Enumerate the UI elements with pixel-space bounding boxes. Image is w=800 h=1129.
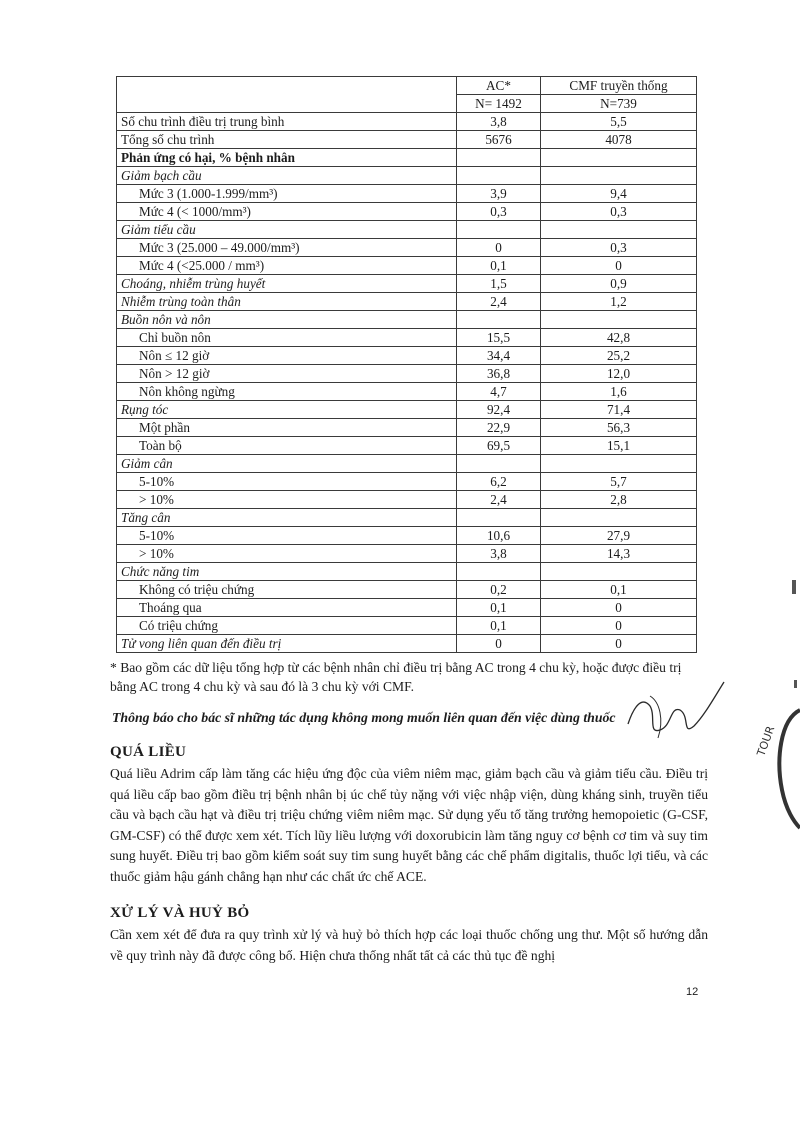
row-label: Một phần: [117, 419, 457, 437]
cmf-value: 71,4: [541, 401, 697, 419]
ac-value: 15,5: [457, 329, 541, 347]
ac-value: 0,2: [457, 581, 541, 599]
table-row: [117, 275, 697, 293]
row-label: Chức năng tim: [117, 563, 457, 581]
header-cmf: CMF truyền thống: [541, 77, 697, 95]
ac-value: 5676: [457, 131, 541, 149]
row-label: Mức 3 (1.000-1.999/mm³): [117, 185, 457, 203]
table-row: [117, 257, 697, 275]
ac-value: 10,6: [457, 527, 541, 545]
ac-value: 34,4: [457, 347, 541, 365]
row-label: Không có triệu chứng: [117, 581, 457, 599]
stamp-edge: [754, 560, 800, 860]
table-row: [117, 311, 697, 329]
table-row: [117, 599, 697, 617]
row-label: Nôn > 12 giờ: [117, 365, 457, 383]
ac-value: [457, 455, 541, 473]
ac-value: 1,5: [457, 275, 541, 293]
adverse-report-notice: Thông báo cho bác sĩ những tác dụng không mong muốn liên quan đến việc dùng thuốc: [112, 710, 616, 725]
ac-value: 0: [457, 239, 541, 257]
table-row: [117, 509, 697, 527]
row-label: > 10%: [117, 491, 457, 509]
table-row: [117, 329, 697, 347]
cmf-value: 5,5: [541, 113, 697, 131]
header-empty-cell: [117, 77, 457, 95]
cmf-value: 0: [541, 257, 697, 275]
row-label: Tổng số chu trình: [117, 131, 457, 149]
adverse-reactions-table: [116, 76, 697, 653]
handling-paragraph: Cần xem xét để đưa ra quy trình xử lý và huỷ bỏ thích hợp các loại thuốc chống ung thư. Một số hướng dẫn về quy trình này đã được công bố. Hiện chưa thống nhất tất cả các thủ tục đề nghị: [110, 927, 708, 963]
cmf-value: 0: [541, 599, 697, 617]
cmf-value: 25,2: [541, 347, 697, 365]
row-label: Choáng, nhiễm trùng huyết: [117, 275, 457, 293]
table-row: [117, 203, 697, 221]
cmf-value: 0,1: [541, 581, 697, 599]
table-row: [117, 131, 697, 149]
table-row: [117, 635, 697, 653]
table-row: [117, 383, 697, 401]
overdose-paragraph: Quá liều Adrim cấp làm tăng các hiệu ứng độc của viêm niêm mạc, giảm bạch cầu và giảm tiểu cầu. Điều trị quá liều cấp bao gồm điều trị bệnh nhân bị úc chế tủy nặng với việc nhập viện, dùng kháng sinh, truyền tiểu cầu và bạch cầu hạt và điều trị triệu chứng viêm niêm mạc. Sử dụng yếu tố tăng trưởng hemopoietic (G-CSF, GM-CSF) có thể được xem xét. Tích lũy liều lượng với doxorubicin làm tăng nguy cơ bệnh cơ tim và suy tim sung huyết. Điều trị bao gồm kiểm soát suy tim sung huyết bằng các chế phẩm digitalis, thuốc lợi tiểu, và các thuốc giảm hậu gánh chẳng hạn như các chất ức chế ACE.: [110, 766, 708, 884]
row-label: Nhiễm trùng toàn thân: [117, 293, 457, 311]
ac-value: 0,1: [457, 257, 541, 275]
cmf-value: [541, 509, 697, 527]
row-label: Mức 4 (<25.000 / mm³): [117, 257, 457, 275]
ac-value: 2,4: [457, 491, 541, 509]
table-row: [117, 563, 697, 581]
ac-value: 3,9: [457, 185, 541, 203]
table-header-row-n: [117, 95, 697, 113]
table-row: [117, 617, 697, 635]
header-cmf-n: N=739: [541, 95, 697, 113]
overdose-heading: QUÁ LIỀU: [110, 744, 187, 760]
row-label: Mức 4 (< 1000/mm³): [117, 203, 457, 221]
cmf-value: 15,1: [541, 437, 697, 455]
cmf-value: 0: [541, 635, 697, 653]
table-row: [117, 113, 697, 131]
ac-value: 0,1: [457, 599, 541, 617]
table-row: [117, 167, 697, 185]
ac-value: 0,3: [457, 203, 541, 221]
table-row: [117, 365, 697, 383]
cmf-value: 0: [541, 617, 697, 635]
row-label: Thoáng qua: [117, 599, 457, 617]
cmf-value: [541, 149, 697, 167]
ac-value: 2,4: [457, 293, 541, 311]
cmf-value: 0,3: [541, 239, 697, 257]
row-label: 5-10%: [117, 473, 457, 491]
row-label: Nôn ≤ 12 giờ: [117, 347, 457, 365]
cmf-value: 1,6: [541, 383, 697, 401]
cmf-value: [541, 563, 697, 581]
row-label: Tử vong liên quan đến điều trị: [117, 635, 457, 653]
ac-value: 36,8: [457, 365, 541, 383]
table-header-row: [117, 77, 697, 95]
cmf-value: 1,2: [541, 293, 697, 311]
cmf-value: 9,4: [541, 185, 697, 203]
table-row: [117, 221, 697, 239]
header-ac-n: N= 1492: [457, 95, 541, 113]
table-row: [117, 527, 697, 545]
ac-value: 3,8: [457, 545, 541, 563]
row-label: Phản ứng có hại, % bệnh nhân: [117, 149, 457, 167]
ac-value: [457, 221, 541, 239]
cmf-value: 4078: [541, 131, 697, 149]
ac-value: 4,7: [457, 383, 541, 401]
table-row: [117, 491, 697, 509]
ac-value: 0: [457, 635, 541, 653]
ac-value: 22,9: [457, 419, 541, 437]
cmf-value: 56,3: [541, 419, 697, 437]
row-label: Giảm cân: [117, 455, 457, 473]
row-label: Mức 3 (25.000 – 49.000/mm³): [117, 239, 457, 257]
table-row: [117, 437, 697, 455]
handwritten-signature: [620, 676, 730, 746]
ac-value: 92,4: [457, 401, 541, 419]
ac-value: 69,5: [457, 437, 541, 455]
cmf-value: 5,7: [541, 473, 697, 491]
table-row: [117, 473, 697, 491]
table-row: [117, 185, 697, 203]
table-row: [117, 545, 697, 563]
row-label: Rụng tóc: [117, 401, 457, 419]
ac-value: [457, 563, 541, 581]
cmf-value: 27,9: [541, 527, 697, 545]
page-number: 12: [686, 986, 699, 998]
svg-text:TOUR: TOUR: [754, 724, 778, 758]
header-ac: AC*: [457, 77, 541, 95]
row-label: 5-10%: [117, 527, 457, 545]
table-row: [117, 239, 697, 257]
row-label: Số chu trình điều trị trung bình: [117, 113, 457, 131]
ac-value: 0,1: [457, 617, 541, 635]
table-row: [117, 347, 697, 365]
row-label: Buồn nôn và nôn: [117, 311, 457, 329]
cmf-value: [541, 167, 697, 185]
row-label: > 10%: [117, 545, 457, 563]
ac-value: [457, 509, 541, 527]
cmf-value: [541, 221, 697, 239]
ac-value: [457, 167, 541, 185]
row-label: Nôn không ngừng: [117, 383, 457, 401]
row-label: Toàn bộ: [117, 437, 457, 455]
cmf-value: 0,3: [541, 203, 697, 221]
cmf-value: 42,8: [541, 329, 697, 347]
table-row: [117, 455, 697, 473]
table-row: [117, 401, 697, 419]
row-label: Chỉ buồn nôn: [117, 329, 457, 347]
ac-value: 6,2: [457, 473, 541, 491]
cmf-value: [541, 311, 697, 329]
table-footnote: * Bao gồm các dữ liệu tổng hợp từ các bệnh nhân chỉ điều trị bằng AC trong 4 chu kỳ, hoặc được điều trị bằng AC trong 4 chu kỳ và sau đó là 3 chu kỳ với CMF.: [110, 660, 682, 694]
table-row: [117, 149, 697, 167]
table-row: [117, 293, 697, 311]
ac-value: 3,8: [457, 113, 541, 131]
ac-value: [457, 311, 541, 329]
cmf-value: 2,8: [541, 491, 697, 509]
row-label: Tăng cân: [117, 509, 457, 527]
handling-heading: XỬ LÝ VÀ HUỶ BỎ: [110, 905, 250, 921]
table-row: [117, 419, 697, 437]
cmf-value: [541, 455, 697, 473]
header-empty-cell: [117, 95, 457, 113]
row-label: Có triệu chứng: [117, 617, 457, 635]
table-row: [117, 581, 697, 599]
ac-value: [457, 149, 541, 167]
row-label: Giảm tiểu cầu: [117, 221, 457, 239]
cmf-value: 14,3: [541, 545, 697, 563]
cmf-value: 0,9: [541, 275, 697, 293]
cmf-value: 12,0: [541, 365, 697, 383]
row-label: Giảm bạch cầu: [117, 167, 457, 185]
